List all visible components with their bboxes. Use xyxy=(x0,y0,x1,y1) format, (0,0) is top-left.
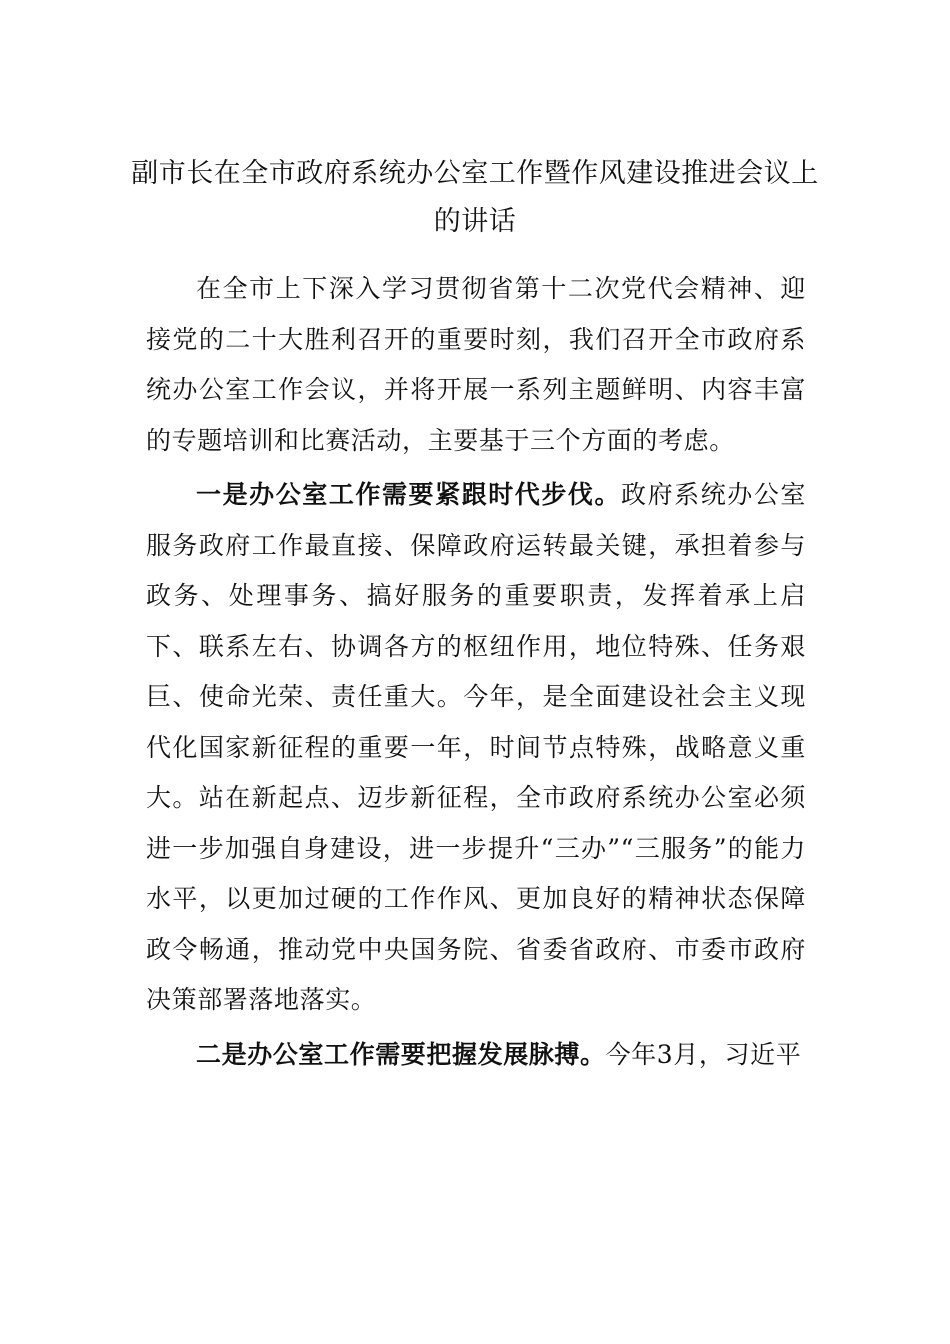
document-body xyxy=(146,264,806,1082)
paragraph-lead: 一是办公室工作需要紧跟时代步伐。 xyxy=(196,480,622,509)
paragraph-intro xyxy=(146,264,806,466)
paragraph-text: 在全市上下深入学习贯彻省第十二次党代会精神、迎接党的二十大胜利召开的重要时刻，我们召开全市政府系统办公室工作会议，并将开展一系列主题鲜明、内容丰富的专题培训和比赛活动，主要基于三个方面的考虑。 xyxy=(146,274,806,455)
paragraph-text: 今年3月，习近平 xyxy=(605,1039,802,1069)
paragraph-text: 政府系统办公室服务政府工作最直接、保障政府运转最关键，承担着参与政务、处理事务、搞好服务的重要职责，发挥着承上启下、联系左右、协调各方的枢纽作用，地位特殊、任务艰巨、使命光荣、责任重大。今年，是全面建设社会主义现代化国家新征程的重要一年，时间节点特殊，战略意义重大。站在新起点、迈步新征程，全市政府系统办公室必须进一步加强自身建设，进一步提升“三办”“三服务”的能力水平，以更加过硬的工作作风、更加良好的精神状态保障政令畅通，推动党中央国务院、省委省政府、市委市政府决策部署落地落实。 xyxy=(146,480,806,1014)
document-title: 副市长在全市政府系统办公室工作暨作风建设推进会议上的讲话 xyxy=(131,158,819,237)
paragraph-point-one xyxy=(146,470,806,1026)
paragraph-point-two xyxy=(146,1030,806,1081)
paragraph-lead: 二是办公室工作需要把握发展脉搏。 xyxy=(196,1039,606,1069)
